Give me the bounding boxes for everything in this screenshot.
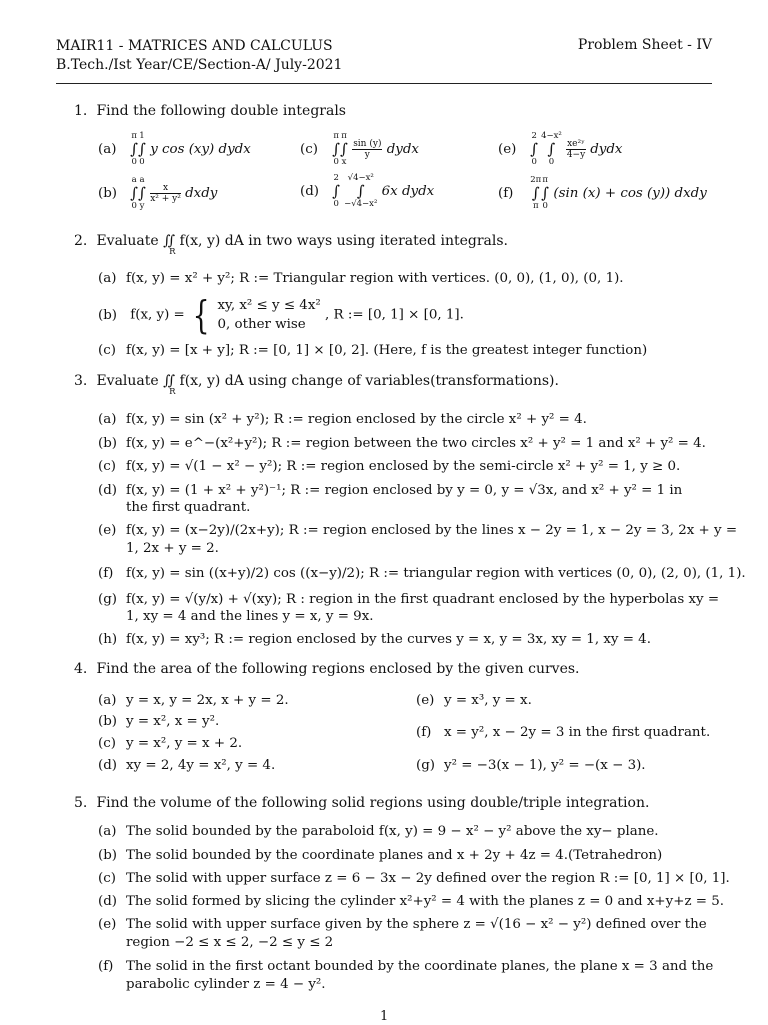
question-number: 1.: [74, 103, 88, 119]
question-number: 2.: [74, 233, 88, 250]
function-def: f(x, y) =: [130, 307, 185, 323]
q2-item-a: [98, 271, 624, 286]
integral-outer: a ∫ 0: [130, 175, 139, 212]
item-label: (c): [98, 736, 116, 751]
q3-item-h: [98, 632, 651, 647]
item-label: (c): [300, 142, 318, 158]
header-left: [56, 37, 342, 75]
q5-item-d: [98, 894, 724, 909]
q3-item-e: [98, 523, 737, 538]
q5-item-f: [98, 959, 713, 974]
item-text: The solid bounded by the coordinate planes and x + 2y + 4z = 4.(Tetrahedron): [126, 848, 663, 863]
item-label: (a): [98, 824, 117, 839]
double-integral-symbol: ∬ R: [163, 373, 176, 397]
fraction: $\frac{x}{\text{x² + y²}}$: [150, 183, 181, 205]
item-label: (b): [98, 848, 118, 863]
integrand: (sin (x) + cos (y)) dxdy: [553, 186, 707, 202]
question-pre: Evaluate: [96, 373, 159, 390]
item-text: f(x, y) = (1 + x² + y²)⁻¹; R := region enclosed by y = 0, y = √3x, and x² + y² = 1 in: [126, 483, 683, 498]
q3-item-d: [98, 483, 682, 498]
integral-outer: 2 ∫ 0: [530, 131, 539, 168]
q5-item-a: [98, 824, 659, 839]
question-5: [74, 795, 649, 811]
item-label: (d): [98, 758, 118, 773]
q5-item-e-cont: region −2 ≤ x ≤ 2, −2 ≤ y ≤ 2: [126, 935, 334, 950]
course-subtitle: B.Tech./Ist Year/CE/Section-A/ July-2021: [56, 57, 343, 73]
item-text: f(x, y) = √(1 − x² − y²); R := region enclosed by the semi-circle x² + y² = 1, y ≥ 0.: [126, 459, 681, 474]
item-label: (g): [98, 592, 118, 607]
integral-outer: π ∫ 0: [130, 131, 139, 168]
integral-inner: π ∫ 0: [541, 175, 550, 212]
integral-outer: π ∫ 0: [332, 131, 341, 168]
question-2: [74, 233, 508, 257]
item-text: f(x, y) = sin (x² + y²); R := region enclosed by the circle x² + y² = 4.: [126, 412, 587, 427]
question-number: 4.: [74, 661, 88, 677]
item-text: y = x², y = x + 2.: [126, 736, 243, 751]
q3-item-f: [98, 566, 746, 581]
question-4: [74, 661, 580, 677]
q3-item-g-cont: 1, xy = 4 and the lines y = x, y = 9x.: [126, 609, 374, 624]
item-text: y = x², x = y².: [126, 714, 220, 729]
item-label: (f): [416, 725, 432, 740]
item-label: (b): [98, 186, 118, 202]
item-label: (c): [98, 871, 116, 886]
question-1: [74, 103, 346, 119]
question-pre: Evaluate: [96, 233, 159, 250]
integral-inner: 1 ∫ 0: [138, 131, 146, 168]
item-text: f(x, y) = (x−2y)/(2x+y); R := region enclosed by the lines x − 2y = 1, x − 2y = 3, 2x + y =: [126, 523, 738, 538]
item-text: The solid bounded by the paraboloid f(x, y) = 9 − x² − y² above the xy− plane.: [126, 824, 659, 839]
q3-item-a: [98, 412, 587, 427]
region-def: , R := [0, 1] × [0, 1].: [325, 307, 464, 323]
question-text: Find the volume of the following solid regions using double/triple integration.: [96, 795, 650, 811]
item-label: (d): [300, 184, 320, 200]
double-integral-symbol: ∬ R: [163, 233, 176, 257]
integral-inner: a ∫ y: [138, 175, 146, 212]
q5-item-f-cont: parabolic cylinder z = 4 − y².: [126, 977, 326, 992]
q5-item-b: [98, 848, 662, 863]
q4-item-b: [98, 714, 219, 729]
question-text: Find the area of the following regions enclosed by the given curves.: [96, 661, 580, 677]
q3-item-g: [98, 592, 719, 607]
integral-inner: π ∫ x: [340, 131, 348, 168]
item-label: (d): [98, 894, 118, 909]
q4-item-c: [98, 736, 242, 751]
item-label: (f): [498, 186, 514, 202]
item-text: The solid formed by slicing the cylinder x²+y² = 4 with the planes z = 0 and x+y+z = 5.: [126, 894, 725, 909]
item-text: f(x, y) = [x + y]; R := [0, 1] × [0, 2]. (Here, f is the greatest integer function): [126, 343, 648, 358]
item-text: y = x, y = 2x, x + y = 2.: [126, 693, 289, 708]
item-label: (d): [98, 483, 118, 498]
item-text: y² = −3(x − 1), y² = −(x − 3).: [444, 758, 646, 773]
q4-item-g: [416, 758, 646, 773]
cases: [218, 296, 321, 334]
q3-item-e-cont: 1, 2x + y = 2.: [126, 541, 219, 556]
q1-item-b: [98, 176, 217, 211]
item-text: x = y², x − 2y = 3 in the first quadrant.: [444, 725, 711, 740]
header-rule: [56, 83, 712, 84]
sheet-title: Problem Sheet - IV: [577, 37, 712, 53]
page-number: 1: [380, 1009, 389, 1024]
differential: dydx: [590, 142, 623, 158]
differential: dydx: [386, 142, 419, 158]
item-label: (e): [98, 523, 117, 538]
q1-item-e: [498, 132, 622, 167]
question-number: 5.: [74, 795, 88, 811]
q3-item-c: [98, 459, 680, 474]
item-label: (a): [98, 271, 117, 286]
item-label: (b): [98, 436, 118, 451]
question-text: f(x, y) dA in two ways using iterated integrals.: [179, 233, 508, 250]
question-3: [74, 373, 559, 397]
question-text: Find the following double integrals: [96, 103, 346, 119]
question-number: 3.: [74, 373, 88, 390]
case-2: 0, other wise: [217, 317, 306, 332]
item-label: (a): [98, 693, 117, 708]
item-label: (g): [416, 758, 436, 773]
item-label: (f): [98, 566, 114, 581]
q5-item-e: [98, 917, 707, 932]
q3-item-d-cont: the first quadrant.: [126, 500, 251, 515]
integral-inner: √4−x² ∫ −√4−x²: [344, 173, 378, 210]
item-text: f(x, y) = e^−(x²+y²); R := region between the two circles x² + y² = 1 and x² + y² = 4.: [126, 436, 706, 451]
fraction: $\frac{\sin (y)}{y}$: [353, 139, 382, 161]
item-label: (a): [98, 142, 117, 158]
q5-item-c: [98, 871, 730, 886]
item-label: (e): [498, 142, 517, 158]
item-label: (e): [416, 693, 435, 708]
integrand: 6x dydx: [381, 184, 435, 200]
item-text: f(x, y) = xy³; R := region enclosed by the curves y = x, y = 3x, xy = 1, xy = 4.: [126, 632, 651, 647]
item-text: y = x³, y = x.: [444, 693, 532, 708]
item-text: f(x, y) = √(y/x) + √(xy); R : region in the first quadrant enclosed by the hyperbolas xy =: [126, 592, 720, 607]
question-text: f(x, y) dA using change of variables(transformations).: [179, 373, 559, 390]
q4-item-e: [416, 693, 532, 708]
fraction: $\frac{\text{xe²ʸ}}{4-y}$: [566, 139, 586, 161]
item-label: (b): [98, 714, 118, 729]
integrand: y cos (xy) dydx: [150, 142, 251, 158]
item-text: xy = 2, 4y = x², y = 4.: [126, 758, 276, 773]
item-text: The solid with upper surface z = 6 − 3x − 2y defined over the region R := [0, 1] × [0, 1].: [126, 871, 730, 886]
q2-item-b: [98, 293, 464, 337]
q4-item-d: [98, 758, 275, 773]
q2-item-c: [98, 343, 647, 358]
course-title: MAIR11 - MATRICES AND CALCULUS: [56, 38, 333, 54]
q1-item-d: [300, 174, 434, 209]
q4-item-f: [416, 725, 710, 740]
q4-item-a: [98, 693, 289, 708]
item-label: (a): [98, 412, 117, 427]
item-label: (c): [98, 459, 116, 474]
integral-outer: 2 ∫ 0: [332, 173, 341, 210]
q1-item-f: [498, 176, 707, 211]
q1-item-c: [300, 132, 419, 167]
item-label: (b): [98, 307, 118, 323]
integral-inner: 4−x² ∫ 0: [541, 131, 562, 168]
item-text: The solid with upper surface given by the sphere z = √(16 − x² − y²) defined over the: [126, 917, 707, 932]
differential: dxdy: [185, 186, 218, 202]
item-text: f(x, y) = sin ((x+y)/2) cos ((x−y)/2); R := triangular region with vertices (0, 0), (2, 0), (1, 1).: [126, 566, 746, 581]
item-label: (c): [98, 343, 116, 358]
item-text: f(x, y) = x² + y²; R := Triangular region with vertices. (0, 0), (1, 0), (0, 1).: [126, 271, 624, 286]
item-label: (f): [98, 959, 114, 974]
item-label: (h): [98, 632, 118, 647]
item-text: The solid in the first octant bounded by the coordinate planes, the plane x = 3 and the: [126, 959, 714, 974]
q1-item-a: [98, 132, 251, 167]
brace: {: [192, 293, 210, 337]
item-label: (e): [98, 917, 117, 932]
q3-item-b: [98, 436, 706, 451]
case-1: xy, x² ≤ y ≤ 4x²: [217, 298, 321, 313]
integral-outer: 2π ∫ π: [530, 175, 542, 212]
